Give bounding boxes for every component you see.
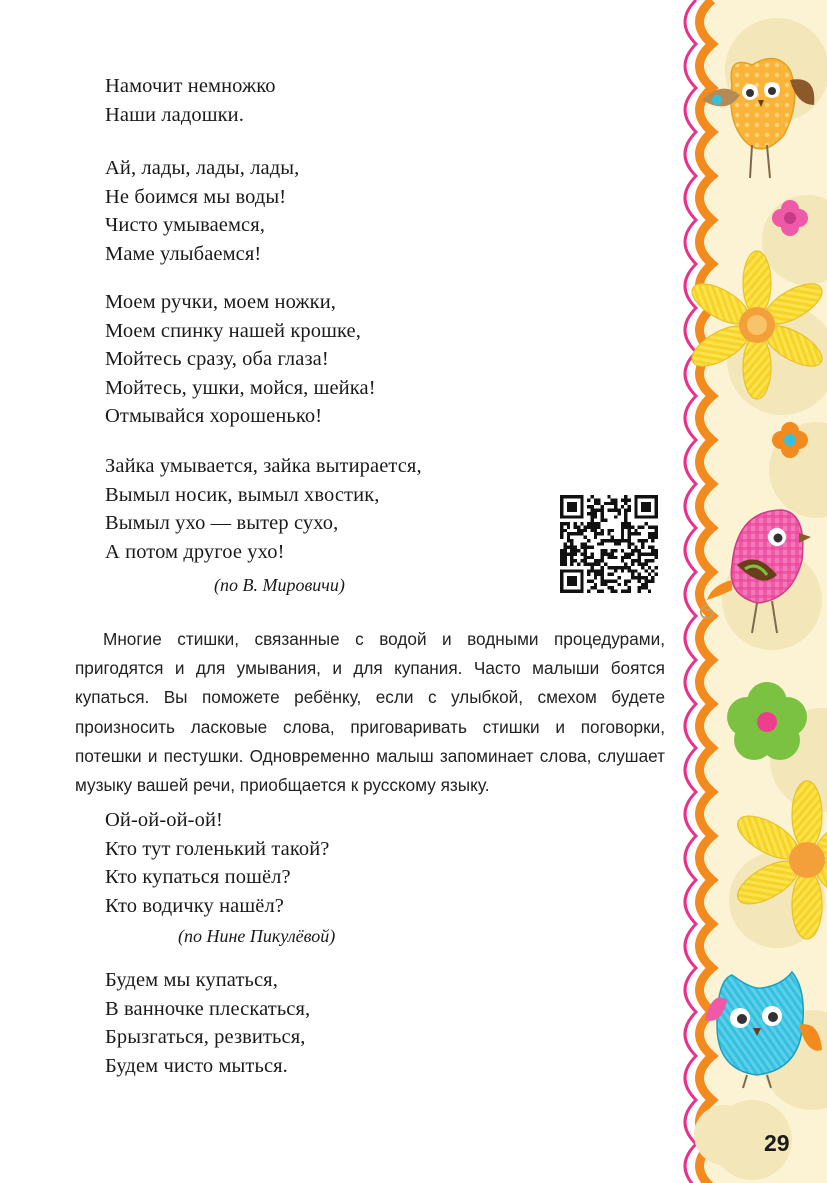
stanza-5 (105, 806, 329, 920)
verse-line: Вымыл носик, вымыл хвостик, (105, 483, 380, 506)
verse-line: Вымыл ухо — вытер сухо, (105, 512, 339, 534)
verse-line: Моем ручки, моем ножки, (105, 291, 337, 313)
verse-line: В ванночке плескаться, (105, 997, 311, 1020)
verse-line: Кто тут голенький такой? (105, 837, 330, 860)
verse-line: Не боимся мы воды! (105, 185, 287, 208)
stanza-1 (105, 72, 276, 129)
verse-line: А потом другое ухо! (105, 540, 285, 563)
decorative-sidebar (682, 0, 827, 1183)
verse-line: Брызгаться, резвиться, (105, 1026, 306, 1048)
verse-line: Кто водичку нашёл? (105, 894, 284, 917)
stanza-6 (105, 966, 310, 1080)
verse-line: Наши ладошки. (105, 103, 244, 126)
stanza-3 (105, 288, 376, 431)
qr-code-icon[interactable] (560, 495, 658, 593)
verse-line: Отмывайся хорошенько! (105, 405, 323, 427)
verse-line: Кто купаться пошёл? (105, 866, 291, 888)
verse-line: Моем спинку нашей крошке, (105, 319, 361, 342)
verse-line: Ой-ой-ой-ой! (105, 809, 223, 831)
verse-line: Зайка умывается, зайка вытирается, (105, 455, 422, 477)
body-paragraph: Многие стишки, связанные с водой и водными процедурами, пригодятся и для умывания, и для купания. Часто малыши боятся купаться. Вы поможете ребёнку, если с улыбкой, смехом будете произносить ласковые слова, приговаривать стишки и поговорки, потешки и пестушки. Одновременно малыш запоминает слова, слушает музыку вашей речи, приобщается к русскому языку. (75, 629, 665, 796)
verse-line: Мойтесь, ушки, мойся, шейка! (105, 376, 376, 399)
verse-line: Чисто умываемся, (105, 214, 266, 236)
verse-line: Ай, лады, лады, лады, (105, 157, 300, 179)
verse-line: Мойтесь сразу, оба глаза! (105, 348, 329, 370)
stanza-4 (105, 452, 422, 566)
stanza-2 (105, 154, 299, 268)
page-number: 29 (764, 1130, 790, 1156)
verse-line: Будем чисто мыться. (105, 1054, 288, 1077)
verse-line: Маме улыбаемся! (105, 242, 262, 265)
attribution: (по Нине Пикулёвой) (178, 926, 336, 946)
attribution: (по В. Мировичи) (214, 575, 345, 595)
verse-line: Будем мы купаться, (105, 969, 278, 991)
verse-line: Намочит немножко (105, 75, 276, 97)
